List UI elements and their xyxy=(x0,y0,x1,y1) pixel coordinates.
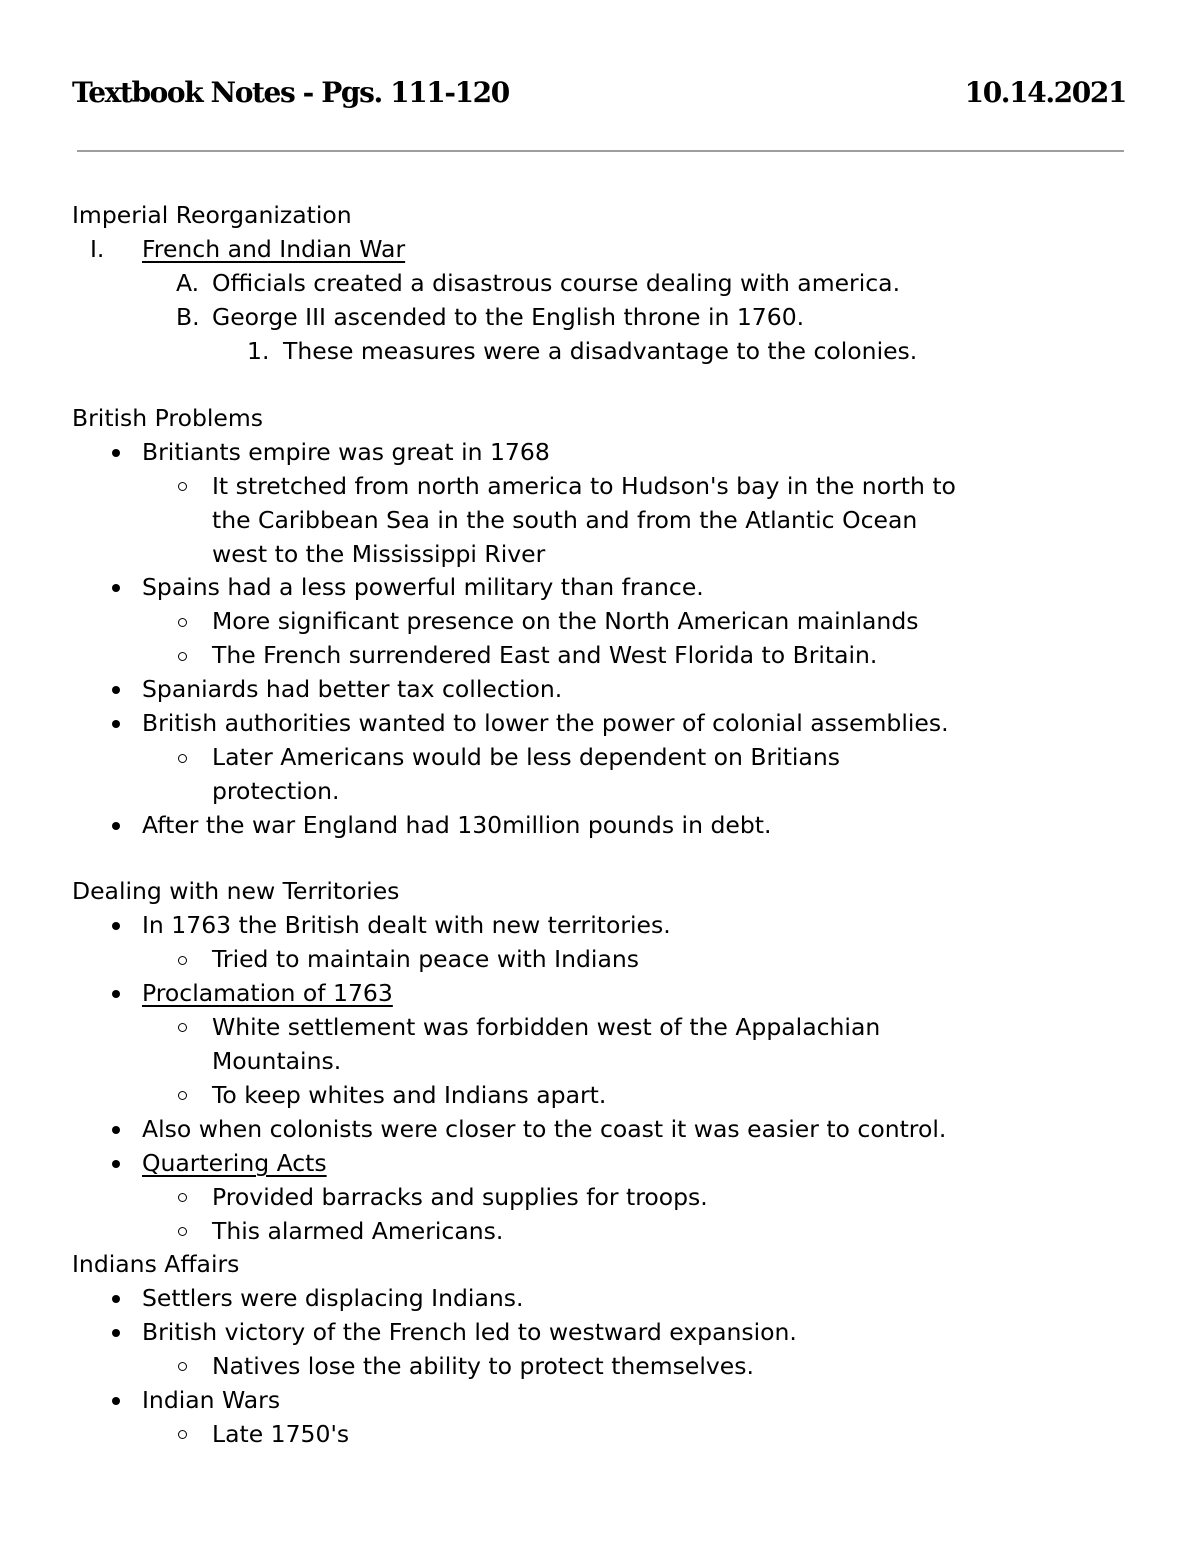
bullet-circle-icon xyxy=(178,1091,187,1100)
bullet-circle-icon xyxy=(178,1023,187,1032)
bullet-item: Spains had a less powerful military than france. xyxy=(142,573,704,601)
letter-marker: B. xyxy=(176,303,200,331)
section-heading: British Problems xyxy=(72,404,263,432)
sub-bullet-item: This alarmed Americans. xyxy=(212,1217,504,1245)
bullet-disc-icon xyxy=(112,686,120,694)
letter-marker: A. xyxy=(176,269,200,297)
bullet-disc-icon xyxy=(112,822,120,830)
bullet-item-underlined: Quartering Acts xyxy=(142,1149,327,1177)
sub-bullet-item: Provided barracks and supplies for troops. xyxy=(212,1183,708,1211)
number-marker: 1. xyxy=(247,337,270,365)
sub-bullet-item-continuation: west to the Mississippi River xyxy=(212,540,546,568)
bullet-disc-icon xyxy=(112,1397,120,1405)
sub-bullet-item-continuation: Mountains. xyxy=(212,1047,342,1075)
sub-bullet-item: White settlement was forbidden west of the Appalachian xyxy=(212,1013,881,1041)
bullet-item: After the war England had 130million pounds in debt. xyxy=(142,811,772,839)
outline-item-letter: Officials created a disastrous course dealing with america. xyxy=(212,269,901,297)
document-title: Textbook Notes - Pgs. 111-120 xyxy=(72,76,509,109)
section-heading: Dealing with new Territories xyxy=(72,877,400,905)
bullet-item: In 1763 the British dealt with new territories. xyxy=(142,911,671,939)
bullet-item: Indian Wars xyxy=(142,1386,281,1414)
bullet-circle-icon xyxy=(178,1430,187,1439)
sub-bullet-item: Tried to maintain peace with Indians xyxy=(212,945,639,973)
bullet-circle-icon xyxy=(178,1193,187,1202)
header-divider xyxy=(77,150,1124,152)
bullet-circle-icon xyxy=(178,754,187,763)
bullet-disc-icon xyxy=(112,1160,120,1168)
section-heading: Indians Affairs xyxy=(72,1250,240,1278)
outline-item-roman: French and Indian War xyxy=(142,235,406,263)
bullet-item: Settlers were displacing Indians. xyxy=(142,1284,524,1312)
bullet-disc-icon xyxy=(112,1126,120,1134)
sub-bullet-item: To keep whites and Indians apart. xyxy=(212,1081,607,1109)
bullet-disc-icon xyxy=(112,449,120,457)
sub-bullet-item: Late 1750's xyxy=(212,1420,350,1448)
sub-bullet-item: The French surrendered East and West Florida to Britain. xyxy=(212,641,878,669)
bullet-item: Spaniards had better tax collection. xyxy=(142,675,563,703)
bullet-circle-icon xyxy=(178,618,187,627)
outline-item-number: These measures were a disadvantage to the colonies. xyxy=(283,337,918,365)
bullet-item-underlined: Proclamation of 1763 xyxy=(142,979,393,1007)
sub-bullet-item-continuation: protection. xyxy=(212,777,340,805)
roman-numeral-marker: I. xyxy=(90,235,105,263)
bullet-disc-icon xyxy=(112,990,120,998)
document-date: 10.14.2021 xyxy=(964,76,1126,109)
sub-bullet-item: Later Americans would be less dependent on Britians xyxy=(212,743,840,771)
sub-bullet-item-continuation: the Caribbean Sea in the south and from the Atlantic Ocean xyxy=(212,506,918,534)
bullet-item: British victory of the French led to westward expansion. xyxy=(142,1318,797,1346)
section-heading: Imperial Reorganization xyxy=(72,201,352,229)
bullet-circle-icon xyxy=(178,1362,187,1371)
bullet-circle-icon xyxy=(178,956,187,965)
sub-bullet-item: Natives lose the ability to protect themselves. xyxy=(212,1352,754,1380)
bullet-item: Britiants empire was great in 1768 xyxy=(142,438,550,466)
sub-bullet-item: It stretched from north america to Hudson's bay in the north to xyxy=(212,472,956,500)
bullet-circle-icon xyxy=(178,482,187,491)
bullet-item: British authorities wanted to lower the power of colonial assemblies. xyxy=(142,709,949,737)
bullet-circle-icon xyxy=(178,652,187,661)
outline-item-letter: George III ascended to the English throne in 1760. xyxy=(212,303,805,331)
bullet-disc-icon xyxy=(112,922,120,930)
sub-bullet-item: More significant presence on the North American mainlands xyxy=(212,607,919,635)
bullet-disc-icon xyxy=(112,720,120,728)
bullet-disc-icon xyxy=(112,1295,120,1303)
bullet-disc-icon xyxy=(112,1329,120,1337)
bullet-circle-icon xyxy=(178,1227,187,1236)
bullet-item: Also when colonists were closer to the coast it was easier to control. xyxy=(142,1115,947,1143)
bullet-disc-icon xyxy=(112,584,120,592)
